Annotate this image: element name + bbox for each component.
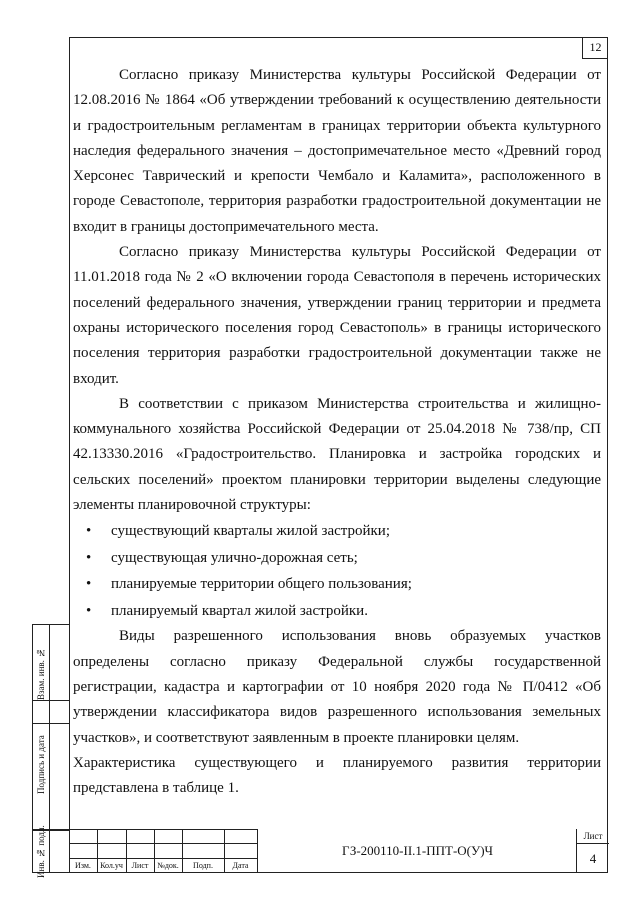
bullet-icon: •	[86, 576, 92, 593]
col-podp: Подп.	[193, 861, 213, 870]
sheet-cell	[576, 829, 609, 873]
side-label-signature: Подпись и дата	[36, 735, 46, 795]
side-field-signature	[32, 700, 69, 830]
list-item-text: планируемый квартал жилой застройки.	[111, 602, 368, 619]
col-ndok: №док.	[157, 861, 179, 870]
side-label-orig-inv: Инв. № подл.	[36, 825, 46, 878]
col-koluch: Кол.уч	[100, 861, 123, 870]
paragraph-1: Согласно приказу Министерства культуры Российской Федерации от 12.08.2016 № 1864 «Об утверждении требований к осуществлению деятельности и градостроительным регламентам в границах территории объекта культурного наследия федерального значения – достопримечательное место «Древний город Херсонес Таврический и крепости Чембало и Каламита», расположенного в городе Севастополе, территория разработки градостроительной документации не входит в границы достопримечательного места.	[73, 67, 601, 235]
col-izm: Изм.	[75, 861, 91, 870]
page-number: 12	[582, 37, 608, 59]
bullet-icon: •	[86, 549, 92, 566]
list-item	[73, 545, 601, 572]
list-item	[73, 598, 601, 625]
list-item	[73, 518, 601, 545]
paragraph-2: Согласно приказу Министерства культуры Российской Федерации от 11.01.2018 года № 2 «О включении города Севастополя в перечень исторических поселений федерального значения, утверждении границ территории и предмета охраны исторического поселения город Севастополь» в границы исторического поселения территория разработки градостроительной документации также не входит.	[73, 244, 601, 387]
document-code: ГЗ-200110-II.1-ППТ-О(У)Ч	[257, 829, 577, 873]
sheet-label: Лист	[577, 829, 609, 844]
revision-grid	[69, 829, 257, 873]
paragraph-4: Виды разрешенного использования вновь образуемых участков определены согласно приказу Федеральной службы государственной регистрации, кадастра и картографии от 10 ноября 2020 года № П/0412 «Об утверждении классификатора видов разрешенного использования земельных участков», и соответствуют заявленным в проекте планировки целям.	[73, 628, 601, 746]
sheet-number: 4	[589, 851, 597, 866]
list-item-text: существующая улично-дорожная сеть;	[111, 549, 358, 566]
paragraph-5: Характеристика существующего и планируемого развития территории представлена в таблице 1.	[73, 754, 601, 797]
list-item-text: существующий кварталы жилой застройки;	[111, 523, 391, 540]
list-item	[73, 571, 601, 598]
structure-list	[73, 518, 601, 624]
col-data: Дата	[232, 861, 249, 870]
side-field-orig-inv	[32, 825, 69, 878]
paragraph-3: В соответствии с приказом Министерства строительства и жилищно-коммунального хозяйства Российской Федерации от 25.04.2018 № 738/пр, СП 42.13330.2016 «Градостроительство. Планировка и застройка городских и сельских поселений» проектом планировки территории выделены следующие элементы планировочной структуры:	[73, 395, 601, 514]
col-list: Лист	[131, 861, 149, 870]
list-item-text: планируемые территории общего пользования;	[111, 576, 412, 593]
bullet-icon: •	[86, 523, 92, 540]
document-body	[73, 63, 601, 801]
bullet-icon: •	[86, 602, 92, 619]
side-label-replace-inv: Взам. инв. №	[36, 647, 46, 701]
title-block	[69, 829, 608, 873]
